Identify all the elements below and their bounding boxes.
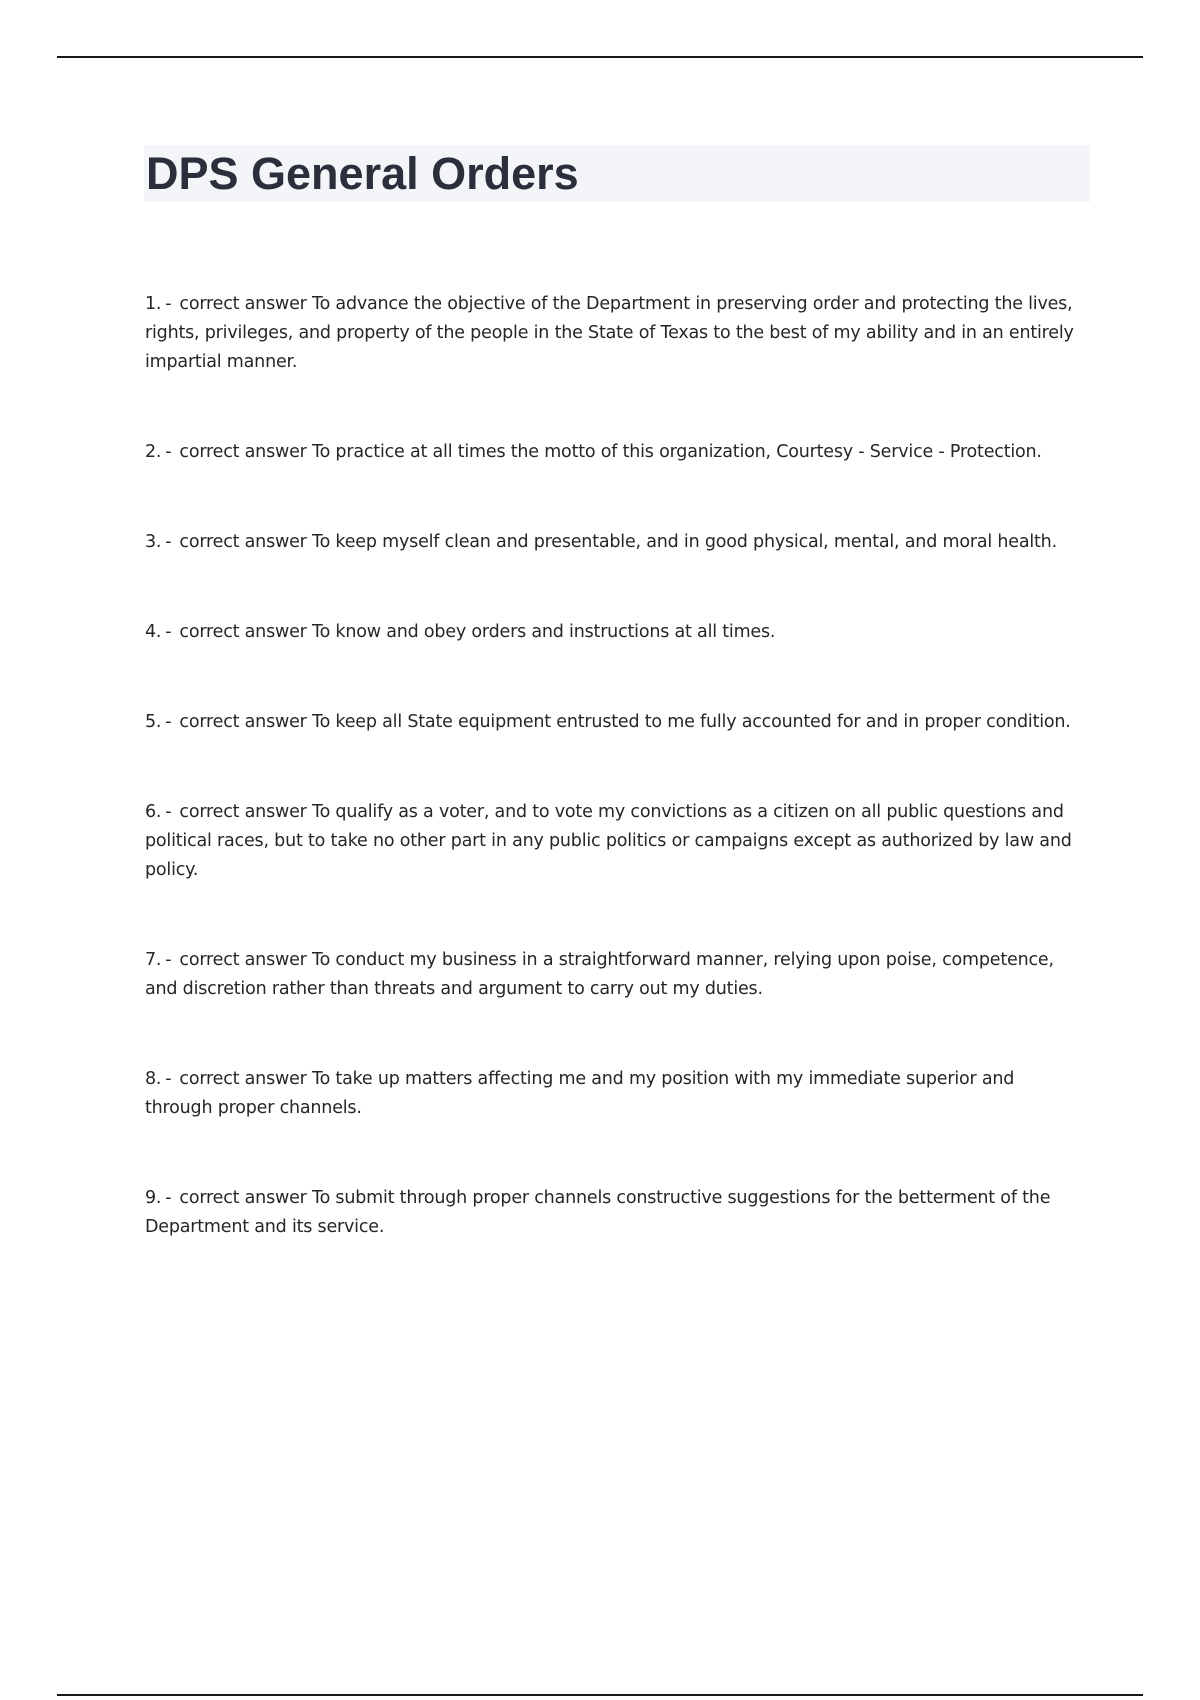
qa-item [145, 946, 1085, 1004]
item-number: 5. [145, 712, 162, 732]
qa-item [145, 1184, 1085, 1242]
item-number: 8. [145, 1069, 162, 1089]
item-separator: - [165, 712, 172, 732]
item-separator: - [165, 294, 172, 314]
item-answer: To qualify as a voter, and to vote my convictions as a citizen on all public questions and political races, but to take no other part in any public politics or campaigns except as authorized by law and policy. [145, 802, 1072, 880]
item-answer: To know and obey orders and instructions at all times. [312, 622, 776, 642]
qa-item [145, 1065, 1085, 1123]
item-answer: To practice at all times the motto of this organization, Courtesy - Service - Protection. [312, 442, 1042, 462]
answer-label: correct answer [179, 1069, 307, 1089]
item-answer: To keep all State equipment entrusted to me fully accounted for and in proper condition. [312, 712, 1071, 732]
item-number: 2. [145, 442, 162, 462]
item-separator: - [165, 1069, 172, 1089]
item-answer: To conduct my business in a straightforward manner, relying upon poise, competence, and discretion rather than threats and argument to carry out my duties. [145, 950, 1054, 999]
qa-item [145, 798, 1085, 885]
page-title: DPS General Orders [146, 148, 579, 199]
qa-item [145, 708, 1085, 737]
item-number: 7. [145, 950, 162, 970]
item-separator: - [165, 1188, 172, 1208]
answer-label: correct answer [179, 1188, 307, 1208]
item-answer: To take up matters affecting me and my position with my immediate superior and through proper channels. [145, 1069, 1015, 1118]
qa-item [145, 290, 1085, 377]
answer-label: correct answer [179, 294, 307, 314]
bottom-divider [57, 1694, 1143, 1696]
answer-label: correct answer [179, 712, 307, 732]
top-divider [57, 56, 1143, 58]
item-separator: - [165, 622, 172, 642]
qa-list [145, 290, 1085, 1303]
item-answer: To advance the objective of the Department in preserving order and protecting the lives, rights, privileges, and property of the people in the State of Texas to the best of my ability and in an entirely impartial manner. [145, 294, 1074, 372]
item-answer: To keep myself clean and presentable, and in good physical, mental, and moral health. [312, 532, 1057, 552]
answer-label: correct answer [179, 802, 307, 822]
item-number: 4. [145, 622, 162, 642]
item-number: 3. [145, 532, 162, 552]
answer-label: correct answer [179, 950, 307, 970]
item-separator: - [165, 442, 172, 462]
item-answer: To submit through proper channels constructive suggestions for the betterment of the Department and its service. [145, 1188, 1051, 1237]
qa-item [145, 528, 1085, 557]
answer-label: correct answer [179, 532, 307, 552]
item-number: 1. [145, 294, 162, 314]
item-separator: - [165, 532, 172, 552]
item-separator: - [165, 802, 172, 822]
item-number: 9. [145, 1188, 162, 1208]
item-separator: - [165, 950, 172, 970]
item-number: 6. [145, 802, 162, 822]
qa-item [145, 438, 1085, 467]
answer-label: correct answer [179, 622, 307, 642]
qa-item [145, 618, 1085, 647]
answer-label: correct answer [179, 442, 307, 462]
